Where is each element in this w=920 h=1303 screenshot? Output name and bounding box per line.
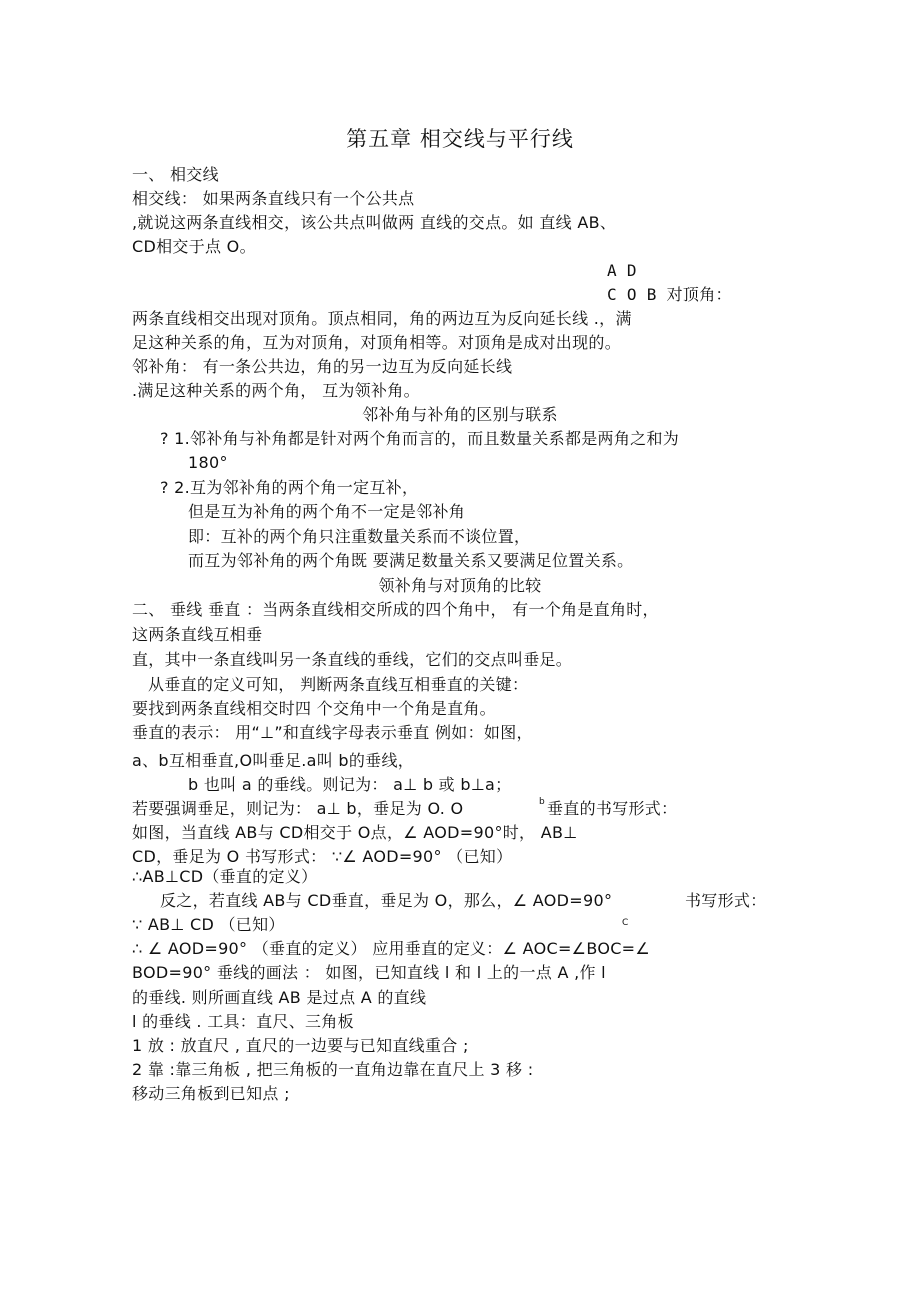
text-line: 这两条直线互相垂 bbox=[132, 625, 263, 644]
text-line: 如图，当直线 AB与 CD相交于 O点，∠ AOD=90°时， AB⊥ bbox=[132, 823, 578, 842]
text-line: 垂直的表示： 用“⊥”和直线字母表示垂直 例如：如图， bbox=[132, 723, 533, 742]
figure-label-ad: A D bbox=[607, 261, 637, 280]
text-line: .满足这种关系的两个角， 互为领补角。 bbox=[132, 381, 420, 400]
text-line: 相交线： 如果两条直线只有一个公共点 bbox=[132, 189, 415, 208]
section-heading-2: 二、 垂线 垂直 ：当两条直线相交所成的四个角中， 有一个角是直角时， bbox=[132, 600, 659, 619]
subheading: 邻补角与补角的区别与联系 bbox=[362, 405, 558, 424]
text-line: 反之，若直线 AB与 CD垂直，垂足为 O，那么，∠ AOD=90° bbox=[160, 891, 613, 910]
list-item-cont: 但是互为补角的两个角不一定是邻补角 bbox=[188, 502, 466, 521]
list-item-cont: 即：互补的两个角只注重数量关系而不谈位置， bbox=[188, 527, 531, 546]
text-line: 邻补角： 有一条公共边，角的另一边互为反向延长线 bbox=[132, 357, 513, 376]
text-line: BOD=90° 垂线的画法 ： 如图，已知直线 l 和 l 上的一点 A ,作 l bbox=[132, 963, 606, 982]
text-line: ∴AB⊥CD（垂直的定义） bbox=[132, 867, 318, 886]
text-line: l 的垂线 . 工具：直尺、三角板 bbox=[132, 1012, 354, 1031]
page-title: 第五章 相交线与平行线 bbox=[346, 127, 574, 151]
text-line: 垂直的书写形式： bbox=[547, 799, 678, 818]
list-item-cont: 而互为邻补角的两个角既 要满足数量关系又要满足位置关系。 bbox=[188, 551, 634, 570]
section-heading-1: 一、 相交线 bbox=[132, 165, 219, 184]
text-line: CD，垂足为 O 书写形式： ∵∠ AOD=90° （已知） bbox=[132, 847, 513, 866]
text-line: 要找到两条直线相交时四 个交角中一个角是直角。 bbox=[132, 699, 496, 718]
text-line: 1 放 : 放直尺 , 直尺的一边要与已知直线重合 ; bbox=[132, 1036, 469, 1055]
text-line: 的垂线. 则所画直线 AB 是过点 A 的直线 bbox=[132, 988, 427, 1007]
text-line: 直，其中一条直线叫另一条直线的垂线，它们的交点叫垂足。 bbox=[132, 650, 573, 669]
text-line: 若要强调垂足，则记为： a⊥ b，垂足为 O. O bbox=[132, 799, 464, 818]
subheading: 领补角与对顶角的比较 bbox=[378, 576, 542, 595]
text-line: 书写形式： bbox=[685, 891, 767, 910]
figure-label-b: b bbox=[539, 797, 546, 807]
figure-label-cob: C O B 对顶角： bbox=[607, 285, 732, 304]
text-line: 足这种关系的角，互为对顶角，对顶角相等。对顶角是成对出现的。 bbox=[132, 333, 622, 352]
text-line: a、b互相垂直,O叫垂足.a叫 b的垂线， bbox=[132, 751, 415, 770]
text-line: ,就说这两条直线相交，该公共点叫做两 直线的交点。如 直线 AB、 bbox=[132, 213, 617, 232]
text-line: 从垂直的定义可知， 判断两条直线互相垂直的关键： bbox=[148, 675, 529, 694]
text-line: ∵ AB⊥ CD （已知） bbox=[132, 915, 285, 934]
text-line: 移动三角板到已知点 ; bbox=[132, 1084, 290, 1103]
list-item: ? 2.互为邻补角的两个角一定互补， bbox=[160, 478, 419, 497]
text-line: 两条直线相交出现对顶角。顶点相同，角的两边互为反向延长线 .，满 bbox=[132, 309, 632, 328]
figure-label-c: C bbox=[622, 918, 629, 928]
text-line: CD相交于点 O。 bbox=[132, 237, 256, 256]
text-line: b 也叫 a 的垂线。则记为： a⊥ b 或 b⊥a； bbox=[188, 775, 512, 794]
list-item: ? 1.邻补角与补角都是针对两个角而言的，而且数量关系都是两角之和为 bbox=[160, 429, 680, 448]
text-line: ∴ ∠ AOD=90° （垂直的定义） 应用垂直的定义：∠ AOC=∠BOC=∠ bbox=[132, 939, 651, 958]
list-item-cont: 180° bbox=[188, 453, 228, 472]
text-line: 2 靠 :靠三角板 , 把三角板的一直角边靠在直尺上 3 移 : bbox=[132, 1060, 534, 1079]
